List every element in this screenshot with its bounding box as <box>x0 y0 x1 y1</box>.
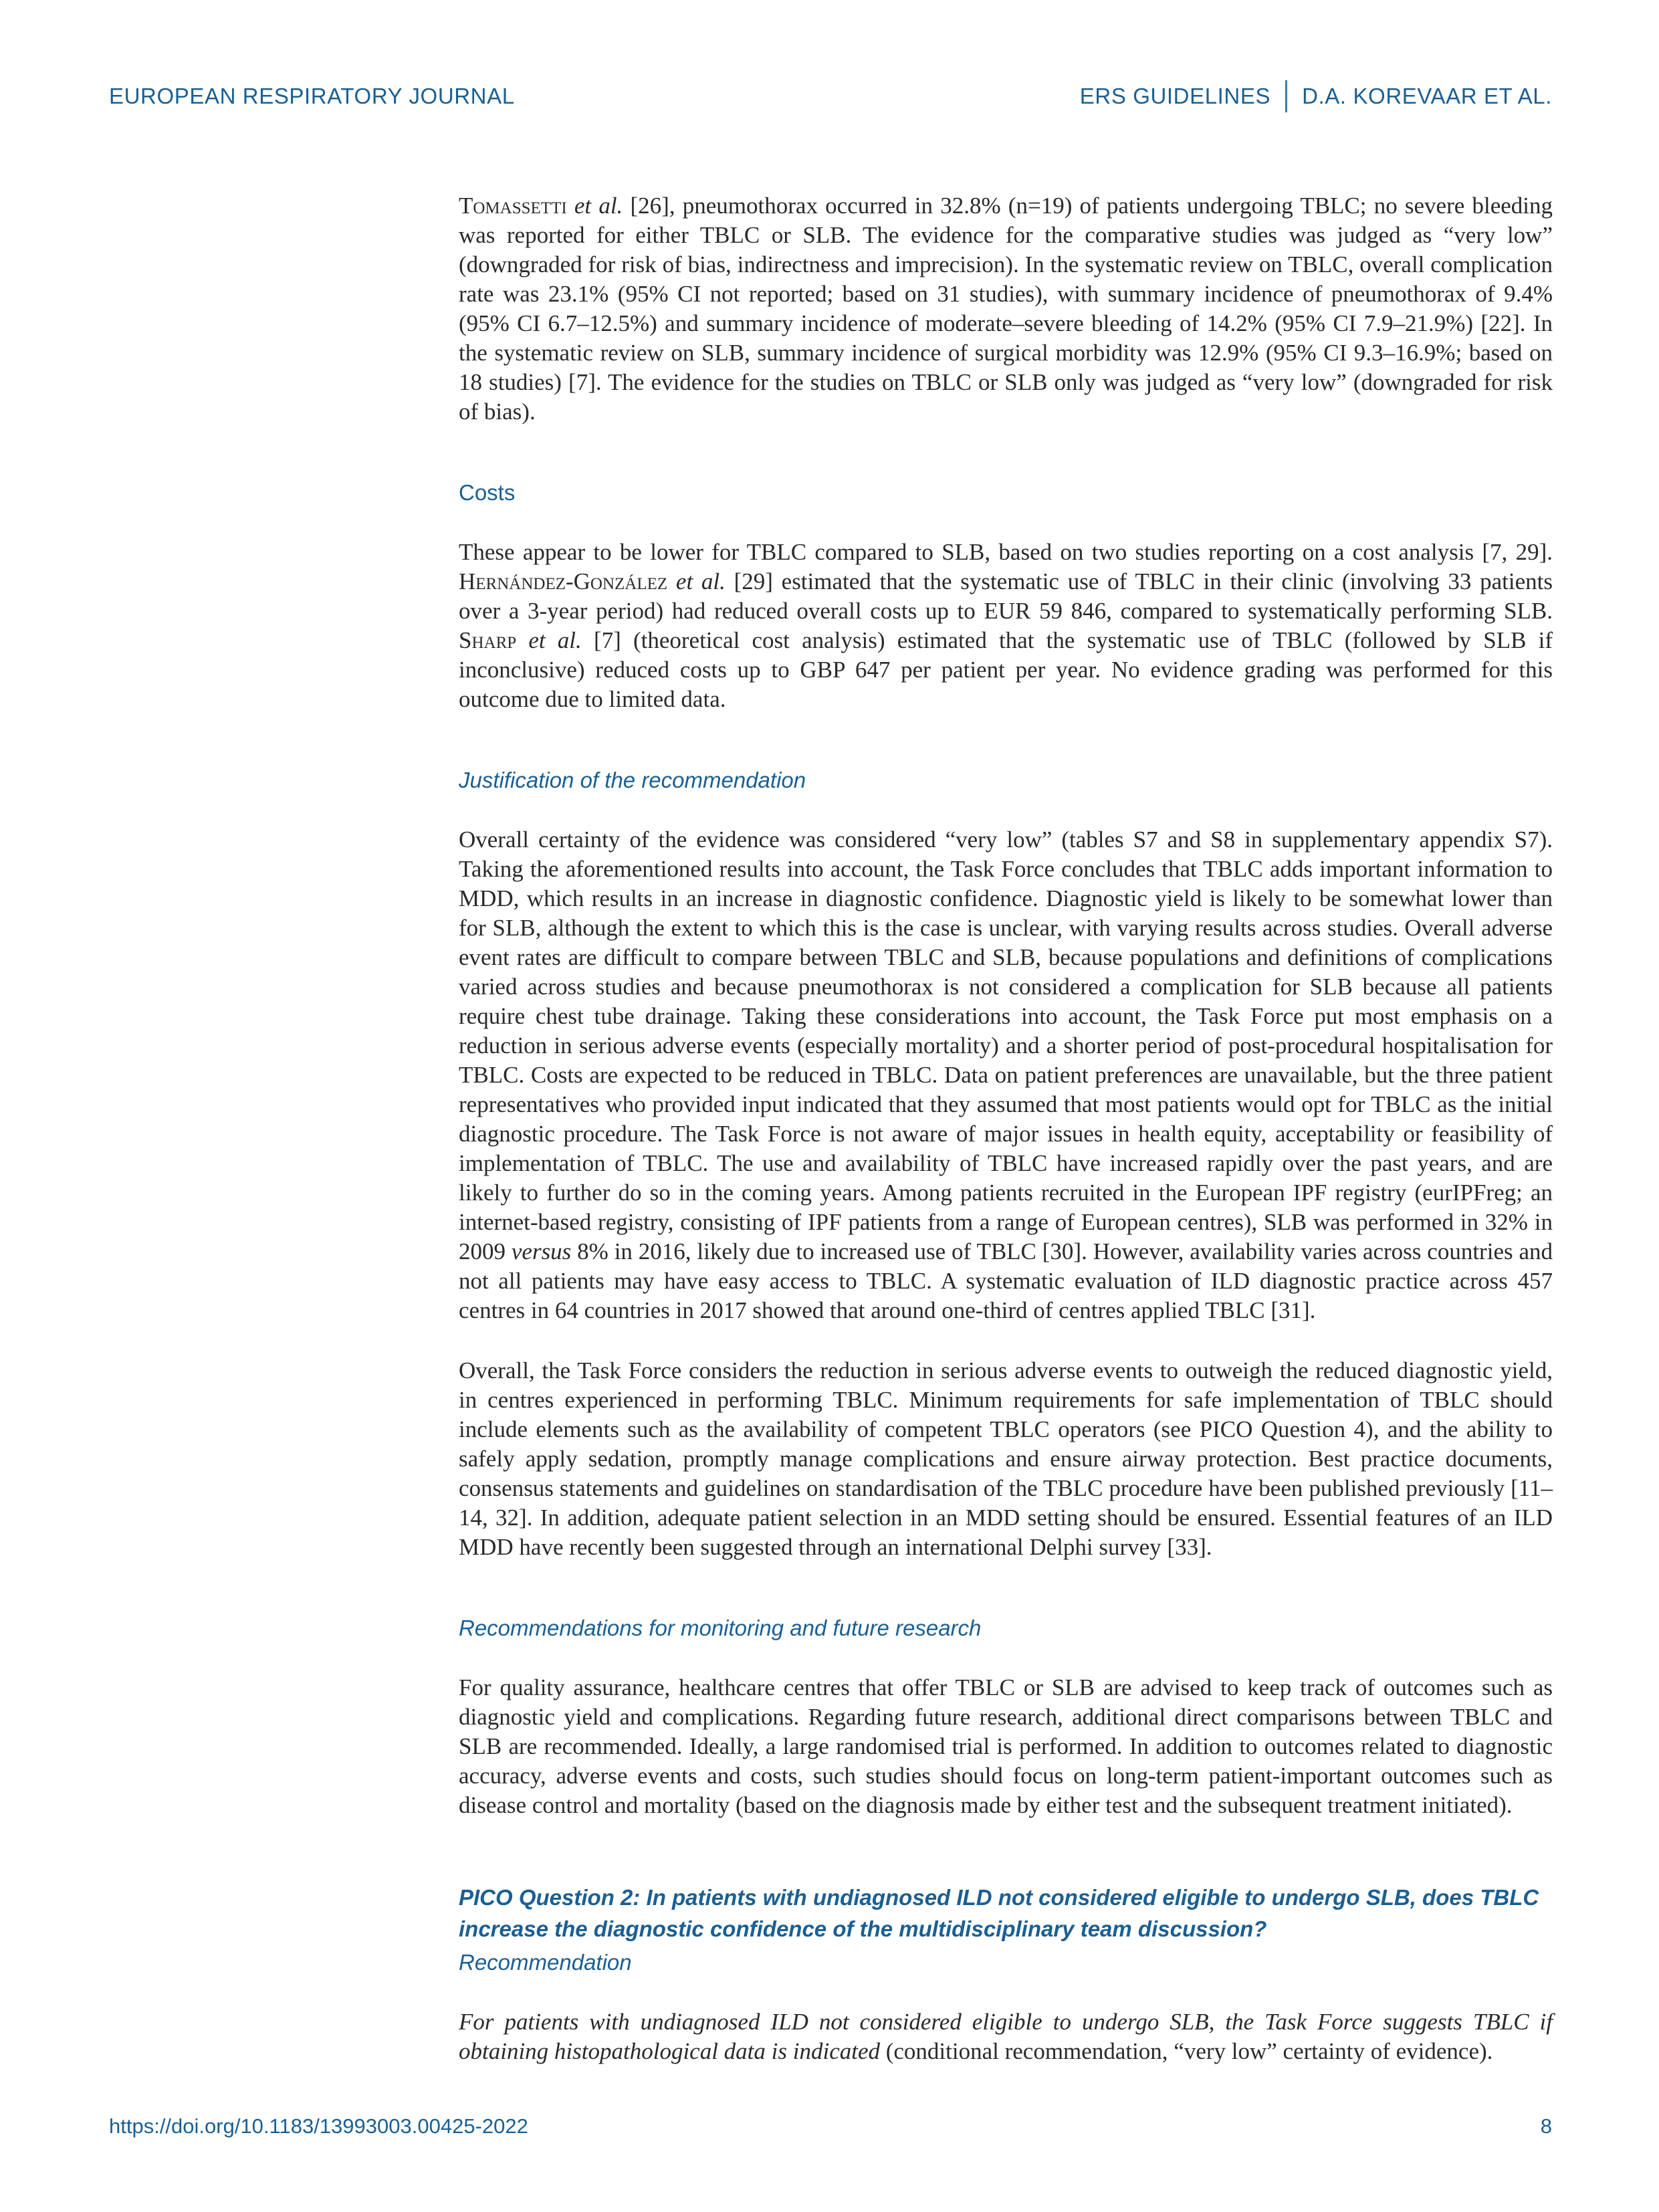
text-run: Hernández-González <box>459 568 668 594</box>
section-heading-recommendation <box>459 1949 1553 1977</box>
text-run: Justification of the recommendation <box>459 768 806 792</box>
text-run: (conditional recommendation, “very low” certainty of evidence). <box>879 2038 1493 2064</box>
doi-link[interactable]: https://doi.org/10.1183/13993003.00425-2022 <box>109 2114 528 2138</box>
text-run: versus <box>511 1238 572 1264</box>
text-run: These appear to be lower for TBLC compared to SLB, based on two studies reporting on a cost analysis [7, 29]. <box>459 539 1553 565</box>
text-run: PICO Question 2: In patients with undiagnosed ILD not considered eligible to undergo SLB, does TBLC increase the diagnostic confidence of the multidisciplinary team discussion? <box>459 1885 1539 1941</box>
paragraph <box>459 191 1553 427</box>
text-run: Overall certainty of the evidence was considered “very low” (tables S7 and S8 in supplementary appendix S7). Taking the aforementioned results into account, the Task Force concludes that TBLC adds important information to MDD, which results in an increase in diagnostic confidence. Diagnostic yield is likely to be somewhat lower than for SLB, although the extent to which this is the case is unclear, with varying results across studies. Overall adverse event rates are difficult to compare between TBLC and SLB, because populations and definitions of complications varied across studies and because pneumothorax is not considered a complication for SLB because all patients require chest tube drainage. Taking these considerations into account, the Task Force put most emphasis on a reduction in serious adverse events (especially mortality) and a shorter period of post-procedural hospitalisation for TBLC. Costs are expected to be reduced in TBLC. Data on patient preferences are unavailable, but the three patient representatives who provided input indicated that they assumed that most patients would opt for TBLC as the initial diagnostic procedure. The Task Force is not aware of major issues in health equity, acceptability or feasibility of implementation of TBLC. The use and availability of TBLC have increased rapidly over the past years, and are likely to further do so in the coming years. Among patients recruited in the European IPF registry (eurIPFreg; an internet-based registry, consisting of IPF patients from a range of European centres), SLB was performed in 32% in 2009 <box>459 826 1553 1264</box>
paragraph <box>459 1673 1553 1820</box>
section-heading-pico <box>459 1882 1553 1945</box>
running-authors: D.A. KOREVAAR ET AL. <box>1302 84 1552 108</box>
article-type-label: ERS GUIDELINES <box>1079 84 1271 108</box>
journal-name: EUROPEAN RESPIRATORY JOURNAL <box>109 84 515 108</box>
text-run: For patients with undiagnosed ILD not considered eligible to undergo SLB, the Task Force suggests TBLC if obtaining histopathological data is indicated <box>459 2009 1553 2064</box>
text-run: Sharp <box>459 627 517 653</box>
paragraph <box>459 1356 1553 1562</box>
section-heading-italic <box>459 766 1553 794</box>
text-run: For quality assurance, healthcare centres that offer TBLC or SLB are advised to keep track of outcomes such as diagnostic yield and complications. Regarding future research, additional direct comparisons between TBLC and SLB are recommended. Ideally, a large randomised trial is performed. In addition to outcomes related to diagnostic accuracy, adverse events and costs, such studies should focus on long-term patient-important outcomes such as disease control and mortality (based on the diagnosis made by either test and the subsequent treatment initiated). <box>459 1674 1553 1818</box>
text-run: [7] (theoretical cost analysis) estimated that the systematic use of TBLC (followed by SLB if inconclusive) reduced costs up to GBP 647 per patient per year. No evidence grading was performed for this outcome due to limited data. <box>459 627 1553 712</box>
text-run: Recommendation <box>459 1950 632 1975</box>
text-run: et al. <box>516 627 582 653</box>
text-run: Recommendations for monitoring and future research <box>459 1616 982 1640</box>
header-right-group <box>1080 80 1552 112</box>
page-footer <box>109 2114 1552 2138</box>
paragraph <box>459 825 1553 1325</box>
section-heading-plain <box>459 479 1553 507</box>
paragraph <box>459 538 1553 714</box>
text-run: 8% in 2016, likely due to increased use of TBLC [30]. However, availability varies across countries and not all patients may have easy access to TBLC. A systematic evaluation of ILD diagnostic practice across 457 centres in 64 countries in 2017 showed that around one-third of centres applied TBLC [31]. <box>459 1238 1553 1323</box>
text-run: Tomassetti <box>459 193 567 219</box>
page-header <box>109 80 1552 112</box>
text-run: et al. <box>667 568 726 594</box>
text-run: [29] estimated that the systematic use of TBLC in their clinic (involving 33 patients over a 3-year period) had reduced overall costs up to EUR 59 846, compared to systematically performing SLB. <box>459 568 1553 624</box>
section-heading-italic <box>459 1614 1553 1642</box>
article-body <box>459 191 1553 2066</box>
text-run: Overall, the Task Force considers the reduction in serious adverse events to outweigh the reduced diagnostic yield, in centres experienced in performing TBLC. Minimum requirements for safe implementation of TBLC should include elements such as the availability of competent TBLC operators (see PICO Question 4), and the ability to safely apply sedation, promptly manage complications and ensure airway protection. Best practice documents, consensus statements and guidelines on standardisation of the TBLC procedure have been published previously [11–14, 32]. In addition, adequate patient selection in an MDD setting should be ensured. Essential features of an ILD MDD have recently been suggested through an international Delphi survey [33]. <box>459 1357 1553 1560</box>
paragraph <box>459 2007 1553 2066</box>
text-run: Costs <box>459 480 516 505</box>
page-number: 8 <box>1540 2114 1552 2138</box>
header-separator-rule <box>1285 80 1287 112</box>
text-run: et al. <box>566 193 623 219</box>
text-run: [26], pneumothorax occurred in 32.8% (n=19) of patients undergoing TBLC; no severe bleeding was reported for either TBLC or SLB. The evidence for the comparative studies was judged as “very low” (downgraded for risk of bias, indirectness and imprecision). In the systematic review on TBLC, overall complication rate was 23.1% (95% CI not reported; based on 31 studies), with summary incidence of pneumothorax of 9.4% (95% CI 6.7–12.5%) and summary incidence of moderate–severe bleeding of 14.2% (95% CI 7.9–21.9%) [22]. In the systematic review on SLB, summary incidence of surgical morbidity was 12.9% (95% CI 9.3–16.9%; based on 18 studies) [7]. The evidence for the studies on TBLC or SLB only was judged as “very low” (downgraded for risk of bias). <box>459 193 1553 425</box>
